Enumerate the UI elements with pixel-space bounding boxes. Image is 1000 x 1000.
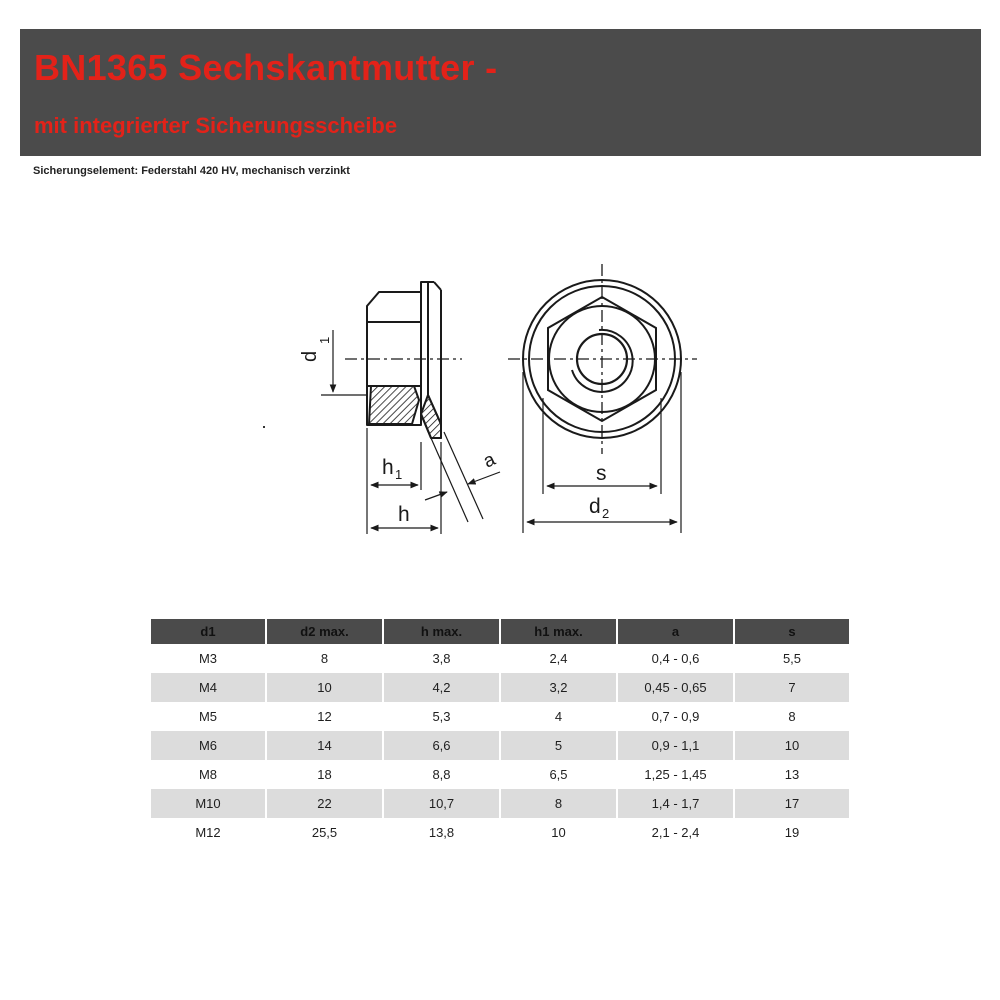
table-row: [151, 673, 849, 702]
thread-hatch: [369, 386, 419, 424]
label-d2-sub: 2: [602, 506, 610, 521]
washer-hatch: [421, 395, 441, 438]
table-cell: 5,3: [382, 702, 499, 731]
table-cell: 10: [733, 731, 849, 760]
col-header-h: h max.: [382, 619, 499, 644]
label-h1-sub: 1: [395, 467, 403, 482]
table-cell: 17: [733, 789, 849, 818]
table-cell: 6,6: [382, 731, 499, 760]
label-d1-sub: 1: [317, 336, 332, 344]
table-cell: 4: [499, 702, 616, 731]
table-cell: M8: [198, 767, 218, 782]
table-cell: 5: [499, 731, 616, 760]
col-header-h1: h1 max.: [499, 619, 616, 644]
label-d1: d: [299, 350, 321, 362]
front-centerlines: [508, 264, 697, 454]
table-cell: M3: [198, 651, 218, 666]
label-a: a: [480, 449, 499, 473]
table-cell: M4: [151, 673, 265, 702]
table-cell: 12: [265, 702, 382, 731]
table-row: [151, 760, 849, 789]
table-cell: M5: [198, 709, 218, 724]
table-row: [151, 818, 849, 847]
label-h: h: [398, 503, 410, 526]
dimension-table: [151, 619, 849, 847]
table-cell: 25,5: [265, 818, 382, 847]
page-subtitle: mit integrierter Sicherungsscheibe: [34, 113, 398, 138]
table-cell: 13: [733, 760, 849, 789]
side-view: [367, 282, 441, 438]
col-header-a: a: [616, 619, 733, 644]
table-cell: 10,7: [382, 789, 499, 818]
table-cell: 8: [499, 789, 616, 818]
table-cell: 18: [265, 760, 382, 789]
table-cell: 19: [733, 818, 849, 847]
page-title: BN1365 Sechskantmutter -: [34, 47, 498, 88]
table-cell: 7: [733, 673, 849, 702]
table-cell: 1,25 - 1,45: [616, 760, 733, 789]
col-header-d1: d1: [151, 619, 265, 644]
table-row: [151, 702, 849, 731]
table-header-row: [151, 619, 849, 644]
table-cell: 5,5: [733, 644, 849, 673]
table-cell: 13,8: [382, 818, 499, 847]
col-header-d2: d2 max.: [265, 619, 382, 644]
table-row: [151, 789, 849, 818]
table-cell: 2,4: [499, 644, 616, 673]
table-cell: 10: [265, 673, 382, 702]
table-cell: 3,8: [382, 644, 499, 673]
table-cell: 8,8: [382, 760, 499, 789]
table-row: [151, 731, 849, 760]
table-cell: 10: [499, 818, 616, 847]
label-d2: d: [589, 495, 601, 518]
material-note: Sicherungselement: Federstahl 420 HV, mechanisch verzinkt: [33, 165, 350, 177]
table-cell: 0,4 - 0,6: [616, 644, 733, 673]
table-cell: M10: [151, 789, 265, 818]
table-cell: 22: [265, 789, 382, 818]
table-cell: 0,7 - 0,9: [616, 702, 733, 731]
table-cell: 8: [733, 702, 849, 731]
table-cell: 4,2: [382, 673, 499, 702]
table-cell: 8: [265, 644, 382, 673]
table-cell: M6: [151, 731, 265, 760]
table-cell: M12: [195, 825, 221, 840]
table-cell: 14: [265, 731, 382, 760]
table-cell: 0,45 - 0,65: [616, 673, 733, 702]
table-cell: 3,2: [499, 673, 616, 702]
table-cell: 1,4 - 1,7: [616, 789, 733, 818]
table-cell: 6,5: [499, 760, 616, 789]
table-row: [151, 644, 849, 673]
table-cell: 0,9 - 1,1: [616, 731, 733, 760]
dim-a: [425, 432, 500, 522]
table-cell: 2,1 - 2,4: [616, 818, 733, 847]
col-header-s: s: [733, 619, 849, 644]
label-s: s: [596, 462, 607, 485]
label-h1: h: [382, 456, 394, 479]
